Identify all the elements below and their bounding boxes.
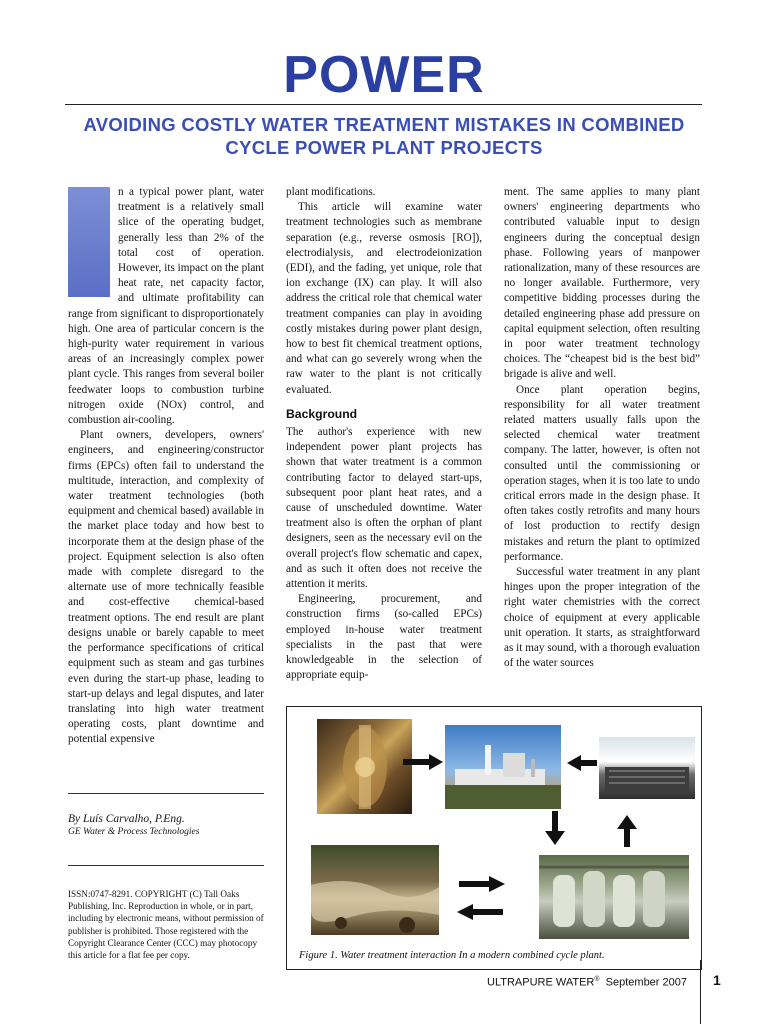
paragraph: Successful water treatment in any plant hinges upon the proper integration of the right water chemistries with the correct choice of equipment at every applicable unit operation. It starts, as straightforward as it may sound, with a thorough evaluation of the water sources — [504, 566, 700, 670]
arrow-down-icon — [545, 811, 565, 847]
paragraph-intro: n a typical power plant, water treatment is a relatively small slice of the operating budget, generally less than 2% of the total cost of operation. However, its impact on the plant heat rate, net capacity factor, and ultimate profitability can range from significant to disproportionately high. One area of particular concern is the high-purity water requirement in various areas of an increasingly complex power plant cycle. This ranges from several boiler feedwater loops to combustion turbine nitrogen oxide (NOx) control, and combustion air-cooling. — [68, 186, 264, 427]
water-treatment-equipment-photo — [539, 855, 689, 939]
figure-1 — [286, 706, 702, 970]
copyright-notice: ISSN:0747-8291. COPYRIGHT (C) Tall Oaks Publishing, Inc. Reproduction in whole, or in part, including by electronic means, without permission of publisher is prohibited. Those registered with the Copyright Clearance Center (CCC) may photocopy this article for a flat fee per copy. — [68, 889, 264, 961]
paragraph: ment. The same applies to many plant owners' engineering departments who contributed valuable input to design engineers during the conceptual design phase. Following years of manpower rationalization, many of these resources are no longer available. Furthermore, very competitive bidding processes during the detailed engineering phase add pressure on capital equipment selection, often resulting in poor water treatment technology choices. The “cheapest bid is the best bid” brigade is alive and well. — [504, 186, 700, 381]
issue-date: September 2007 — [605, 976, 687, 989]
author-byline: By Luís Carvalho, P.Eng. — [68, 813, 185, 825]
section-heading-background: Background — [286, 406, 358, 421]
paragraph: Once plant operation begins, responsibility for all water treatment related matters usually falls upon the selected chemical water treatment company. The latter, however, is often not consulted until the commissioning or operation stages, when it is too late to undo critical errors made in the design phase. It often takes costly retrofits and many hours of lost production to rectify design mistakes and return the plant to optimized performance. — [504, 383, 700, 563]
arrow-left-icon — [567, 755, 599, 771]
page-number: 1 — [713, 972, 721, 988]
arrow-right-icon — [455, 875, 507, 893]
turbine-photo — [317, 719, 412, 814]
paragraph: The author's experience with new independent power plant projects has shown that water treatment is a common contributing factor to delayed start-ups, subsequent poor plant heat rates, and a cause of unscheduled downtime. Water treatment also is often the orphan of plant designers, seen as the necessary evil on the overall project's flow schematic and capex, and as such it often does not receive the attention it merits. — [286, 426, 482, 591]
author-rule-top — [68, 793, 264, 794]
text-column-1 — [68, 185, 264, 748]
footer-rule — [700, 960, 701, 1024]
paragraph: plant modifications. — [286, 186, 376, 198]
masthead-title: POWER — [283, 46, 485, 104]
masthead-rule — [65, 104, 702, 105]
registered-mark: ® — [594, 976, 600, 983]
paragraph: Engineering, procurement, and construction firms (so-called EPCs) employed in-house water treatment specialists in the past that were knowledgeable in the selection of appropriate equip- — [286, 593, 482, 682]
arrow-right-icon — [399, 753, 445, 771]
footer-journal — [487, 976, 687, 989]
cooling-tower-photo — [599, 737, 695, 799]
text-column-2 — [286, 185, 482, 684]
power-plant-photo — [445, 725, 561, 809]
author-affiliation: GE Water & Process Technologies — [68, 827, 200, 837]
text-column-3 — [504, 185, 700, 672]
paragraph: This article will examine water treatment technologies such as membrane separation (e.g., reverse osmosis [RO]), electrodialysis, and electrodeionization (EDI), and the fading, yet unique, role that ion exchange (IX) can play. It will also address the critical role that chemical water treatment companies can play in avoiding costly mistakes during power plant design, how to best fit chemical treatment options, and what can go severely wrong when the raw water to the plant is not critically evaluated. — [286, 201, 482, 396]
arrow-up-icon — [617, 813, 637, 849]
article-headline: AVOIDING COSTLY WATER TREATMENT MISTAKES IN COMBINED CYCLE POWER PLANT PROJECTS — [83, 114, 685, 158]
river-photo — [311, 845, 439, 935]
author-rule-bottom — [68, 865, 264, 866]
arrow-left-icon — [455, 903, 507, 921]
figure-caption: Figure 1. Water treatment interaction In a modern combined cycle plant. — [299, 950, 605, 961]
drop-cap-block — [68, 187, 110, 297]
journal-name: ULTRAPURE WATER — [487, 976, 595, 989]
paragraph: Plant owners, developers, owners' engineers, and engineering/constructor firms (EPCs) often fail to understand the multitude, interaction, and complexity of water treatment technologies (both equipment and chemical based) available in the market place today and how best to incorporate them at the design phase of the project. Equipment selection is also often made with complete disregard to the alternate use of more technically feasible and cost-effective chemical-based treatment options. The end result are plant designs unable or barely capable to meet the performance specifications of critical equipment such as steam and gas turbines even during the start-up phase, leading to start-up delays and legal disputes, and later translating into high water treatment operating costs, plant downtime and potential expensive — [68, 429, 265, 746]
